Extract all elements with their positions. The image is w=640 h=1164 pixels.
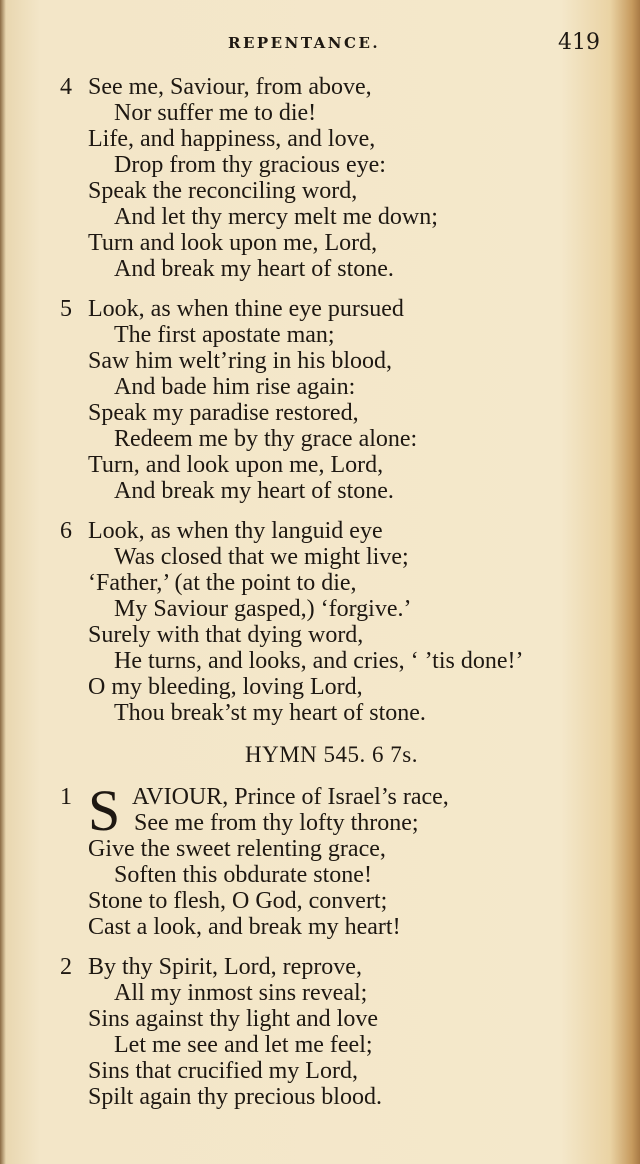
hymn545-stanza-1	[60, 778, 620, 940]
verse-line: The first apostate man;	[114, 322, 335, 348]
verse-line: Speak the reconciling word,	[88, 178, 358, 204]
stanza-number: 6	[60, 518, 72, 544]
verse-line: ‘Father,’ (at the point to die,	[88, 570, 357, 596]
verse-line: 5 Look, as when thine eye pursued	[60, 296, 404, 322]
hymn545-stanza-2	[60, 954, 620, 1110]
stanza-gap	[60, 504, 620, 518]
hymn-title: HYMN 545. 6 7s.	[245, 742, 418, 767]
verse-line: See me from thy lofty throne;	[134, 810, 419, 836]
stanza-5	[60, 296, 620, 504]
verse-line: Life, and happiness, and love,	[88, 126, 376, 152]
verse-line: Turn, and look upon me, Lord,	[88, 452, 384, 478]
verse-line: Saw him welt’ring in his blood,	[88, 348, 392, 374]
hymn-text	[60, 74, 620, 1110]
verse-line: Thou break’st my heart of stone.	[114, 700, 426, 726]
stanza-gap	[60, 282, 620, 296]
verse-line: Cast a look, and break my heart!	[88, 914, 401, 940]
verse-line: Soften this obdurate stone!	[114, 862, 372, 888]
verse-line: 2 By thy Spirit, Lord, reprove,	[60, 954, 362, 980]
verse-line: Sins that crucified my Lord,	[88, 1058, 358, 1084]
stanza-gap	[60, 940, 620, 954]
page-header	[0, 30, 640, 60]
stanza-number: 5	[60, 296, 72, 322]
verse-line: Redeem me by thy grace alone:	[114, 426, 418, 452]
stanza-gap	[60, 726, 620, 740]
verse-line: 6 Look, as when thy languid eye	[60, 518, 383, 544]
verse-line: Stone to flesh, O God, convert;	[88, 888, 388, 914]
verse-line: Spilt again thy precious blood.	[88, 1084, 382, 1110]
verse-line: And break my heart of stone.	[114, 478, 394, 504]
verse-line: And break my heart of stone.	[114, 256, 394, 282]
verse-line: 1 S AVIOUR, Prince of Israel’s race,	[60, 778, 449, 843]
stanza-6	[60, 518, 620, 726]
drop-cap: S	[88, 778, 121, 843]
verse-line: Drop from thy gracious eye:	[114, 152, 386, 178]
verse-line: Sins against thy light and love	[88, 1006, 378, 1032]
verse-line: All my inmost sins reveal;	[114, 980, 368, 1006]
verse-line: Nor suffer me to die!	[114, 100, 317, 126]
stanza-gap	[60, 770, 620, 784]
verse-line: 4 See me, Saviour, from above,	[60, 74, 372, 100]
stanza-number: 1	[60, 784, 72, 810]
verse-line: And bade him rise again:	[114, 374, 356, 400]
stanza-number: 4	[60, 74, 72, 100]
verse-line: And let thy mercy melt me down;	[114, 204, 438, 230]
verse-line: O my bleeding, loving Lord,	[88, 674, 363, 700]
verse-line: Give the sweet relenting grace,	[88, 836, 386, 862]
page-gutter-shadow	[0, 0, 6, 1164]
verse-line: Surely with that dying word,	[88, 622, 364, 648]
verse-line: He turns, and looks, and cries, ‘ ’tis done!’	[114, 648, 524, 674]
verse-line: Was closed that we might live;	[114, 544, 409, 570]
verse-line: Let me see and let me feel;	[114, 1032, 373, 1058]
verse-line: Speak my paradise restored,	[88, 400, 359, 426]
verse-line: Turn and look upon me, Lord,	[88, 230, 378, 256]
verse-line: My Saviour gasped,) ‘forgive.’	[114, 596, 412, 622]
running-head: REPENTANCE.	[228, 34, 381, 52]
stanza-4	[60, 74, 620, 282]
page-number: 419	[558, 30, 600, 55]
stanza-number: 2	[60, 954, 72, 980]
